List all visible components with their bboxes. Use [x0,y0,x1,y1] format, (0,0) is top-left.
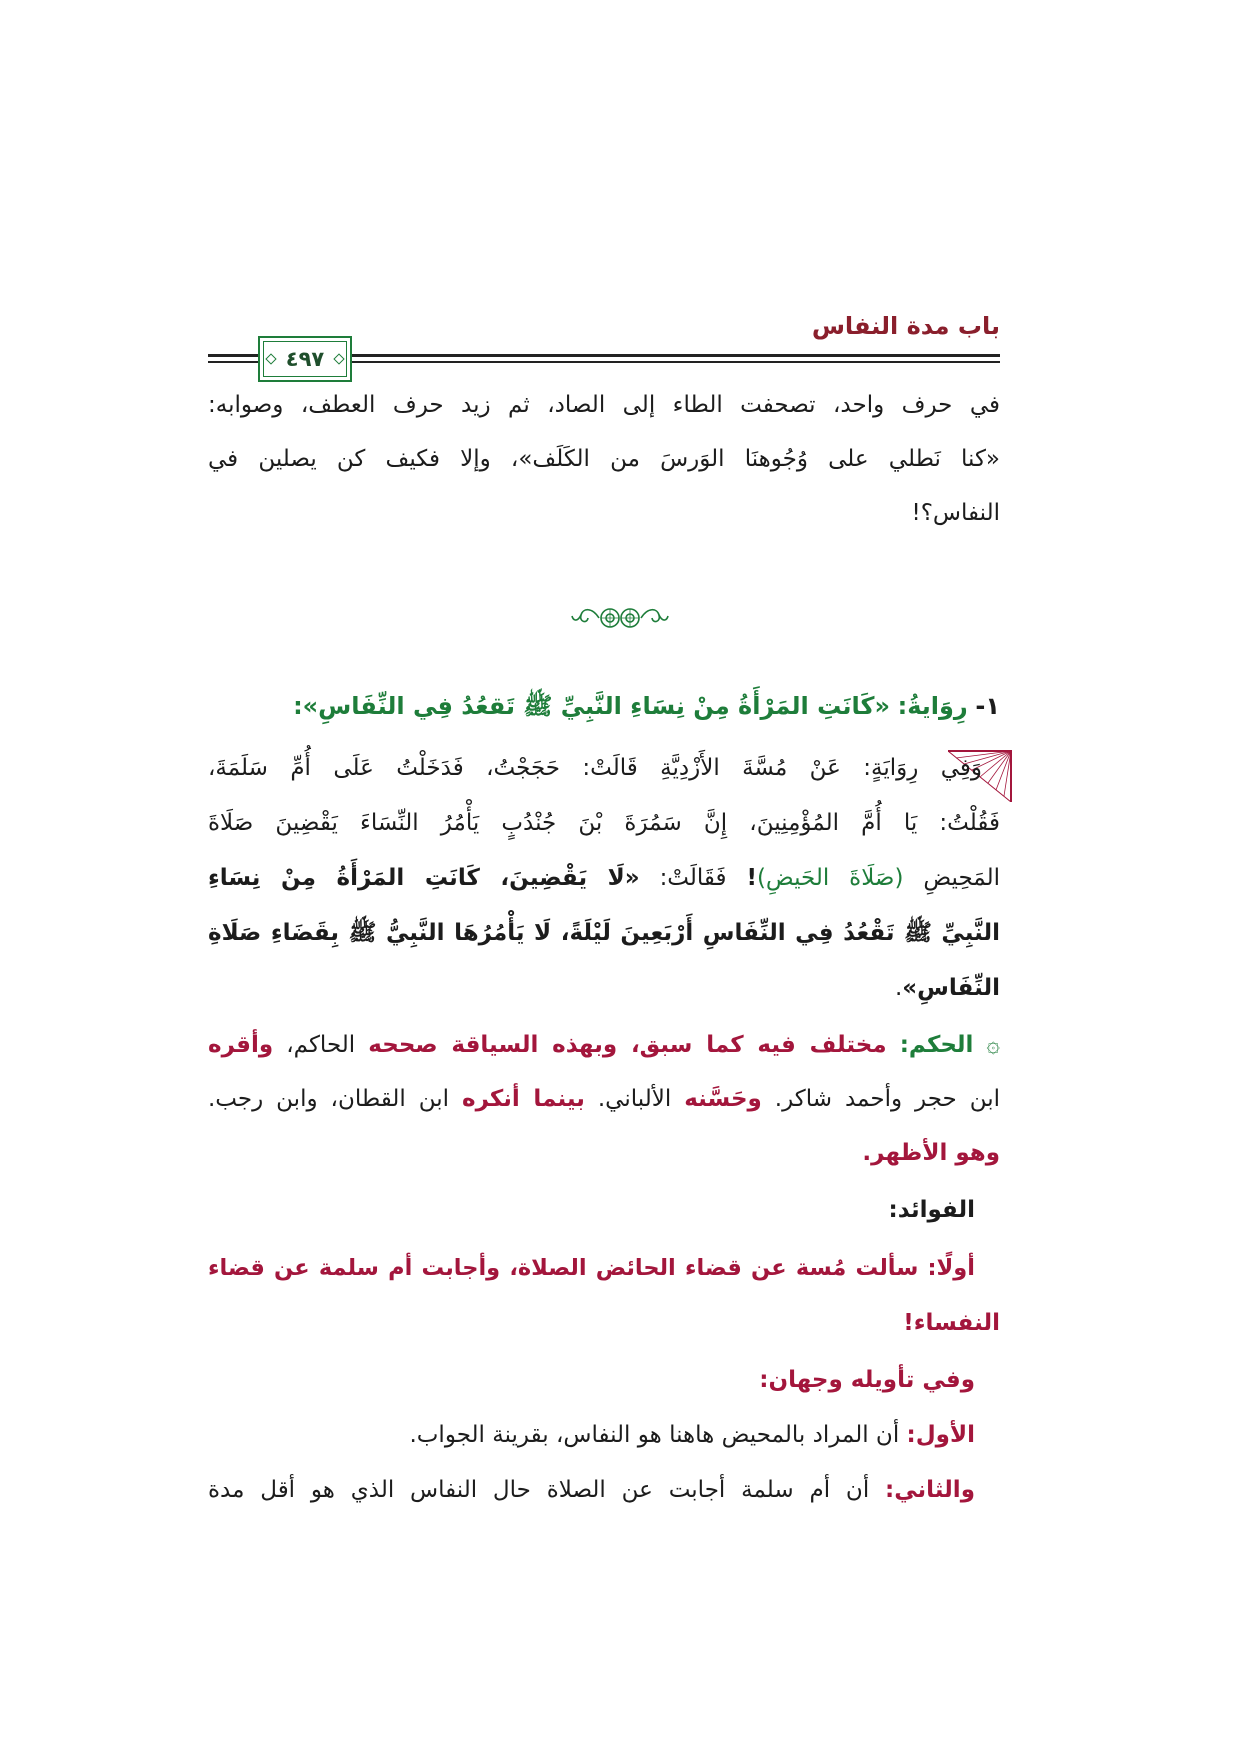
narration-heading [208,679,1000,733]
ruling-hasan: وحَسَّنه [684,1086,762,1112]
ruling-line [208,1018,1000,1072]
view-label: الأول: [906,1422,975,1448]
narration-line [208,961,1000,1016]
view-first [208,1408,1000,1462]
page-number-frame [258,336,352,382]
ruling-scholars: ابن القطان، وابن رجب. [208,1086,450,1112]
intro-line: «كنا نَطلي على وُجُوهنَا الوَرسَ من الكَلَف»، وإلا فكيف كن يصلين في [208,446,1000,472]
benefit-line: أولًا: سألت مُسة عن قضاء الحائض الصلاة، وأجابت أم سلمة عن قضاء [208,1255,975,1281]
ruling-scholars: ابن حجر وأحمد شاكر. [774,1086,1000,1112]
narration-text [208,741,1000,1016]
narration-quote-end: النِّفَاسِ» [902,975,1000,1001]
view-line [208,1408,1000,1462]
interpretation-heading-block [208,1353,1000,1407]
benefit-line: النفساء! [903,1310,1000,1336]
ruling-denied: بينما أنكره [462,1086,585,1112]
view-text: أن أم سلمة أجابت عن الصلاة حال النفاس الذي هو أقل مدة [208,1477,870,1503]
interpretation-heading: وفي تأويله وجهان: [759,1367,975,1393]
ruling-scholar: الحاكم، [286,1032,356,1058]
narration-line [208,851,1000,906]
ruling-label: الحكم: [899,1032,974,1058]
view-line [208,1463,1000,1517]
narration-word: المَحِيضِ [923,865,1000,891]
chapter-title: باب مدة النفاس [811,312,1000,340]
ruling-scholar: الألباني. [597,1086,672,1112]
intro-line: النفاس؟! [911,500,1000,526]
page-number-inner-frame [263,341,347,377]
ruling-paragraph [208,1018,1000,1180]
narration-period: . [894,975,903,1001]
section-divider-ornament-icon [570,602,670,634]
intro-paragraph [208,378,1000,540]
view-second [208,1463,1000,1517]
benefit-first [208,1241,1000,1351]
benefits-heading-block [208,1183,1000,1237]
ruling-marker-icon: ۞ [986,1032,1000,1058]
intro-line: في حرف واحد، تصحفت الطاء إلى الصاد، ثم زيد حرف العطف، وصوابه: [208,392,1000,418]
ruling-conclusion: وهو الأظهر. [862,1140,1000,1166]
narration-line: وَفِي رِوَايَةٍ: عَنْ مُسَّةَ الأَزْدِيَّةِ قَالَتْ: حَجَجْتُ، فَدَخَلْتُ عَلَى أُمِّ سَلَمَةَ، [208,755,982,781]
narration-label: رِوَايةُ: [897,692,968,720]
narration-said: فَقَالَتْ: [659,865,727,891]
page-number: ٤٩٧ [285,347,325,371]
ruling-line [208,1072,1000,1126]
view-label: والثاني: [885,1477,975,1503]
narration-quote: «لَا يَقْضِينَ، كَانَتِ المَرْأَةُ مِنْ نِسَاءِ [208,865,640,891]
narration-gloss: (صَلَاةَ الحَيضِ) [756,865,904,891]
ruling-verdict: مختلف فيه كما سبق، وبهذه السياقة صححه [368,1032,887,1058]
narration-line: فَقُلْتُ: يَا أُمَّ المُؤْمِنِينَ، إِنَّ سَمُرَةَ بْنَ جُنْدُبٍ يَأْمُرُ النِّسَاءَ يَقْضِينَ صَلَاةَ [208,810,1000,836]
narration-number: ١- [975,692,1000,720]
narration-line: النَّبِيِّ ﷺ تَقْعُدُ فِي النِّفَاسِ أَرْبَعِينَ لَيْلَةً، لَا يَأْمُرُهَا النَّبِيُّ ﷺ بِقَضَاءِ صَلَاةِ [208,920,1000,946]
narration-exclamation: ! [746,865,757,891]
ruling-approved: وأقره [208,1032,274,1058]
narration-title: «كَانَتِ المَرْأَةُ مِنْ نِسَاءِ النَّبِيِّ ﷺ تَقعُدُ فِي النِّفَاسِ»: [293,692,890,720]
narration-heading-line [208,679,1000,733]
benefits-heading: الفوائد: [888,1197,975,1223]
view-text: أن المراد بالمحيض هاهنا هو النفاس، بقرينة الجواب. [409,1422,900,1448]
